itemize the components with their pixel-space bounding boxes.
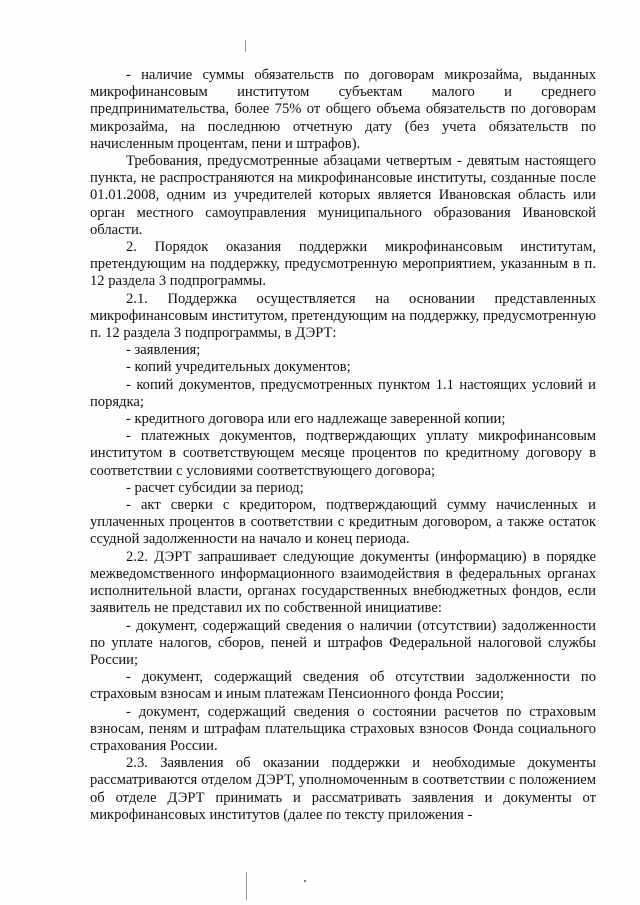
list-item: - заявления; <box>126 342 201 359</box>
list-item: - расчет субсидии за период; <box>126 479 304 496</box>
list-item: - документ, содержащий сведения об отсутствии задолженности по страховым взносам и иным платежам Пенсионного фонда России; <box>90 669 596 703</box>
list-item: - акт сверки с кредитором, подтверждающий сумму начисленных и уплаченных процентов в соответствии с кредитным договором, а также остаток ссудной задолженности на начало и конец периода. <box>90 497 596 548</box>
list-item: - копий документов, предусмотренных пунктом 1.1 настоящих условий и порядка; <box>90 376 596 410</box>
paragraph-3: 2. Порядок оказания поддержки микрофинансовым институтам, претендующим на поддержку, предусмотренную мероприятием, указанным в п. 12 раздела 3 подпрограммы. <box>90 239 596 290</box>
scan-dot <box>304 880 306 882</box>
document-body <box>90 67 596 824</box>
list-item: - платежных документов, подтверждающих уплату микрофинансовым институтом в соответствующем месяце процентов по кредитному договору в соответствии с условиями соответствующего договора; <box>90 428 596 479</box>
scan-mark-top <box>245 40 246 52</box>
list-item: - кредитного договора или его надлежаще заверенной копии; <box>126 411 506 428</box>
scan-mark-bottom <box>246 872 247 900</box>
paragraph-2: Требования, предусмотренные абзацами четвертым - девятым настоящего пункта, не распространяются на микрофинансовые институты, созданные после 01.01.2008, одним из учредителей которых является Ивановская область или орган местного самоуправления муниципального образования Ивановской области. <box>90 153 596 238</box>
list-item: - документ, содержащий сведения о состоянии расчетов по страховым взносам, пеням и штрафам плательщика страховых взносов Фонда социального страхования России. <box>90 703 596 754</box>
paragraph-1: - наличие суммы обязательств по договорам микрозайма, выданных микрофинансовым институтом субъектам малого и среднего предпринимательства, более 75% от общего объема обязательств по договорам микрозайма, на последнюю отчетную дату (без учета обязательств по начисленным процентам, пени и штрафов). <box>90 67 596 152</box>
list-item: - документ, содержащий сведения о наличии (отсутствии) задолженности по уплате налогов, сборов, пеней и штрафов Федеральной налоговой службы России; <box>90 617 596 668</box>
paragraph-4: 2.1. Поддержка осуществляется на основании представленных микрофинансовым институтом, претендующим на поддержку, предусмотренную п. 12 раздела 3 подпрограммы, в ДЭРТ: <box>90 290 596 342</box>
paragraph-2-2: 2.2. ДЭРТ запрашивает следующие документы (информацию) в порядке межведомственного информационного взаимодействия в федеральных органах исполнительной власти, органах государственных внебюджетных фондов, если заявитель не представил их по собственной инициативе: <box>90 548 596 617</box>
paragraph-2-3: 2.3. Заявления об оказании поддержки и необходимые документы рассматриваются отделом ДЭРТ, уполномоченным в соответствии с положением об отделе ДЭРТ принимать и рассматривать заявления и документы от микрофинансовых институтов (далее по тексту приложения - <box>90 755 596 823</box>
list-item: - копий учредительных документов; <box>126 359 351 376</box>
